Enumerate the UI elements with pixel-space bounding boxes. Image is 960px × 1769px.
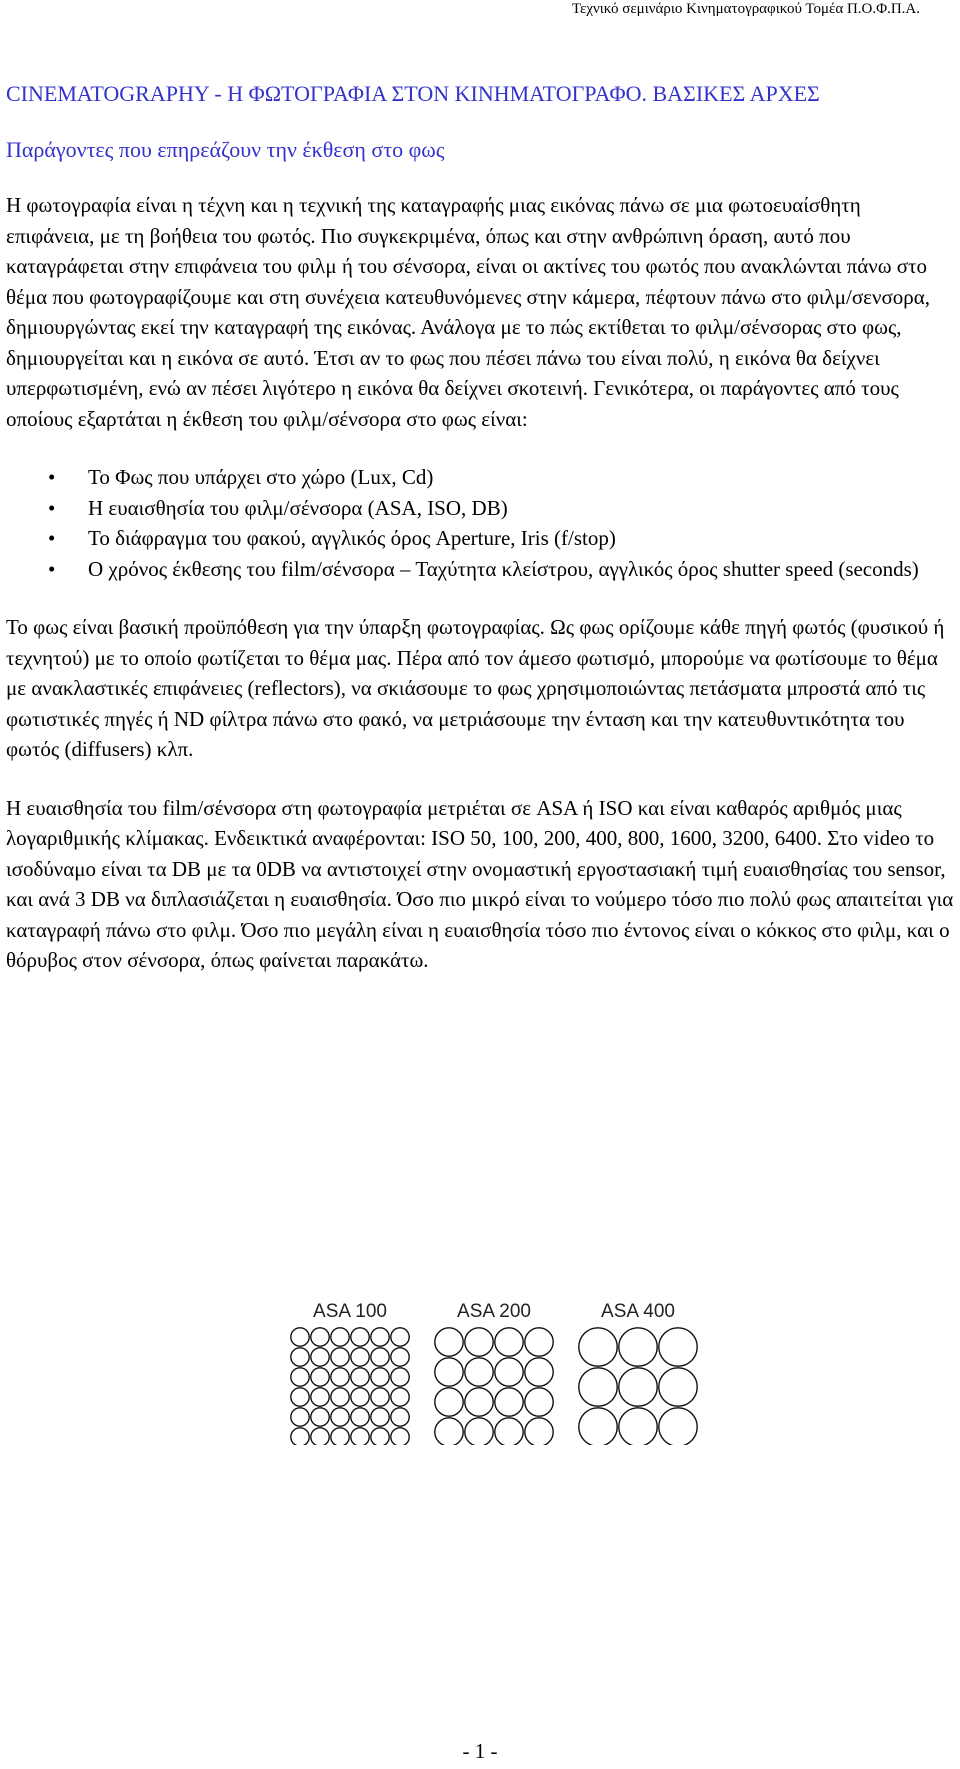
list-item [6, 523, 954, 554]
grain-circle [659, 1328, 697, 1366]
grain-circle [525, 1418, 553, 1445]
bullet-icon: • [48, 495, 56, 520]
grain-circle [371, 1348, 389, 1366]
grain-circle [351, 1388, 369, 1406]
grain-circle [331, 1348, 349, 1366]
grain-circle [495, 1358, 523, 1386]
grain-circle [371, 1328, 389, 1346]
intro-paragraph: Η φωτογραφία είναι η τέχνη και η τεχνική της καταγραφής μιας εικόνας πάνω σε μια φωτοευαίσθητη επιφάνεια, με τη βοήθεια του φωτός. Πιο συγκεκριμένα, όπως και στην ανθρώπινη όραση, αυτό που καταγράφεται στην επιφάνεια του φιλμ ή του σένσορα, είναι οι ακτίνες του φωτός που ανακλώνται πάνω στο θέμα που φωτογραφίζουμε και στη συνέχεια κατευθυνόμενες στην κάμερα, πέφτουν πάνω στο φιλμ/σενσορα, δημιουργώντας εκεί την καταγραφή της εικόνας. Ανάλογα με το πώς εκτίθεται το φιλμ/σένσορας στο φως, δημιουργείται και η εικόνα σε αυτό. Έτσι αν το φως που πέσει πάνω του είναι πολύ, η εικόνα θα δείχνει υπερφωτισμένη, ενώ αν πέσει λιγότερο η εικόνα θα δείχνει σκοτεινή. Γενικότερα, οι παράγοντες από τους οποίους εξαρτάται η έκθεση του φιλμ/σένσορα στο φως είναι: [6, 193, 930, 431]
grain-circle [311, 1408, 329, 1426]
grain-panel-label: ASA 100 [313, 1301, 387, 1322]
grain-circle [391, 1428, 409, 1445]
grain-circle [331, 1428, 349, 1445]
page-number: - 1 - [462, 1739, 498, 1763]
grain-circle [291, 1348, 309, 1366]
grain-circle [291, 1368, 309, 1386]
grain-circle [391, 1348, 409, 1366]
grain-circle [331, 1408, 349, 1426]
grain-circle [311, 1388, 329, 1406]
grain-circle [331, 1388, 349, 1406]
grain-panel-label: ASA 200 [457, 1301, 531, 1322]
list-item [6, 554, 954, 585]
grain-panel-label: ASA 400 [601, 1301, 675, 1322]
list-item [6, 493, 954, 524]
grain-circle [525, 1388, 553, 1416]
grain-circle [495, 1388, 523, 1416]
document-body [6, 78, 954, 976]
grain-circle [371, 1408, 389, 1426]
grain-circle [659, 1368, 697, 1406]
exposure-factors-list [6, 462, 954, 584]
grain-circle [331, 1328, 349, 1346]
grain-circle [435, 1328, 463, 1356]
sensitivity-paragraph: Η ευαισθησία του film/σένσορα στη φωτογραφία μετριέται σε ASA ή ISO και είναι καθαρός αριθμός μιας λογαριθμικής κλίμακας. Ενδεικτικά αναφέρονται: ISO 50, 100, 200, 400, 800, 1600, 3200, 6400. Στο video το ισοδύναμο είναι τα DB με τα 0DB να αντιστοιχεί στην ονομαστική εργοστασιακή τιμή ευαισθησίας του sensor, και ανά 3 DB να διπλασιάζεται η ευαισθησία. Όσο πιο μικρό είναι το νούμερο τόσο πιο πολύ φως απαιτείται για καταγραφή πάνω στο φιλμ. Όσο πιο μεγάλη είναι η ευαισθησία τόσο πιο έντονος είναι ο κόκκος στο φιλμ, και ο θόρυβος στον σένσορα, όπως φαίνεται παρακάτω. [6, 795, 954, 972]
grain-circle [311, 1328, 329, 1346]
grain-circle [351, 1328, 369, 1346]
grain-circle [495, 1418, 523, 1445]
grain-circle [331, 1368, 349, 1386]
grain-circle [391, 1368, 409, 1386]
grain-circle [351, 1408, 369, 1426]
grain-circle [371, 1428, 389, 1445]
running-header: Τεχνικό σεμινάριο Κινηματογραφικού Τομέα Π.Ο.Φ.Π.Α. [571, 1, 920, 17]
grain-circle [371, 1388, 389, 1406]
grain-circle [291, 1388, 309, 1406]
grain-circle [465, 1358, 493, 1386]
light-paragraph: Το φως είναι βασική προϋπόθεση για την ύπαρξη φωτογραφίας. Ως φως ορίζουμε κάθε πηγή φωτός (φυσικού ή τεχνητού) με το οποίο φωτίζεται το θέμα μας. Πέρα από τον άμεσο φωτισμό, μπορούμε να φωτίσουμε το θέμα με ανακλαστικές επιφάνειες (reflectors), να σκιάσουμε το φως χρησιμοποιώντας πετάσματα μπροστά από τις φωτιστικές πηγές ή ND φίλτρα πάνω στο φακό, να μετριάσουμε την ένταση και την κατευθυντικότητα του φωτός (diffusers) κλπ. [6, 615, 945, 761]
grain-circle [525, 1358, 553, 1386]
grain-circle [391, 1408, 409, 1426]
grain-circle [619, 1328, 657, 1366]
grain-circle [291, 1428, 309, 1445]
grain-circle [579, 1368, 617, 1406]
list-item-text: Η ευαισθησία του φιλμ/σένσορα (ASA, ISO, DB) [88, 495, 508, 520]
list-item [6, 462, 954, 493]
document-title: CINEMATOGRAPHY - Η ΦΩΤΟΓΡΑΦΙΑ ΣΤΟΝ ΚΙΝΗΜΑΤΟΓΡΑΦΟ. ΒΑΣΙΚΕΣ ΑΡΧΕΣ [6, 81, 820, 106]
grain-circle [525, 1328, 553, 1356]
grain-circle [465, 1418, 493, 1445]
grain-circle [351, 1368, 369, 1386]
grain-circle [579, 1408, 617, 1445]
grain-circle [371, 1368, 389, 1386]
grain-circle [291, 1408, 309, 1426]
grain-circle [495, 1328, 523, 1356]
grain-circle [291, 1328, 309, 1346]
grain-circle [391, 1328, 409, 1346]
grain-circle [465, 1388, 493, 1416]
list-item-text: Ο χρόνος έκθεσης του film/σένσορα – Ταχύτητα κλείστρου, αγγλικός όρος shutter speed (seconds) [88, 556, 919, 581]
grain-circle [619, 1408, 657, 1445]
grain-circle [351, 1348, 369, 1366]
grain-circle [465, 1328, 493, 1356]
bullet-icon: • [48, 465, 56, 489]
grain-circle [391, 1388, 409, 1406]
grain-circle [435, 1418, 463, 1445]
bullet-icon: • [48, 526, 56, 550]
grain-circle [435, 1358, 463, 1386]
grain-circle [619, 1368, 657, 1406]
film-grain-figure [284, 1297, 704, 1445]
grain-circle [311, 1368, 329, 1386]
list-item-text: Το διάφραγμα του φακού, αγγλικός όρος Aperture, Iris (f/stop) [88, 526, 616, 550]
grain-circle [659, 1408, 697, 1445]
list-item-text: Το Φως που υπάρχει στο χώρο (Lux, Cd) [88, 465, 434, 489]
grain-circle [351, 1428, 369, 1445]
grain-circle [579, 1328, 617, 1366]
grain-circle [311, 1348, 329, 1366]
grain-circle [311, 1428, 329, 1445]
section-heading: Παράγοντες που επηρεάζουν την έκθεση στο φως [6, 137, 445, 162]
grain-circle [435, 1388, 463, 1416]
bullet-icon: • [48, 556, 56, 581]
